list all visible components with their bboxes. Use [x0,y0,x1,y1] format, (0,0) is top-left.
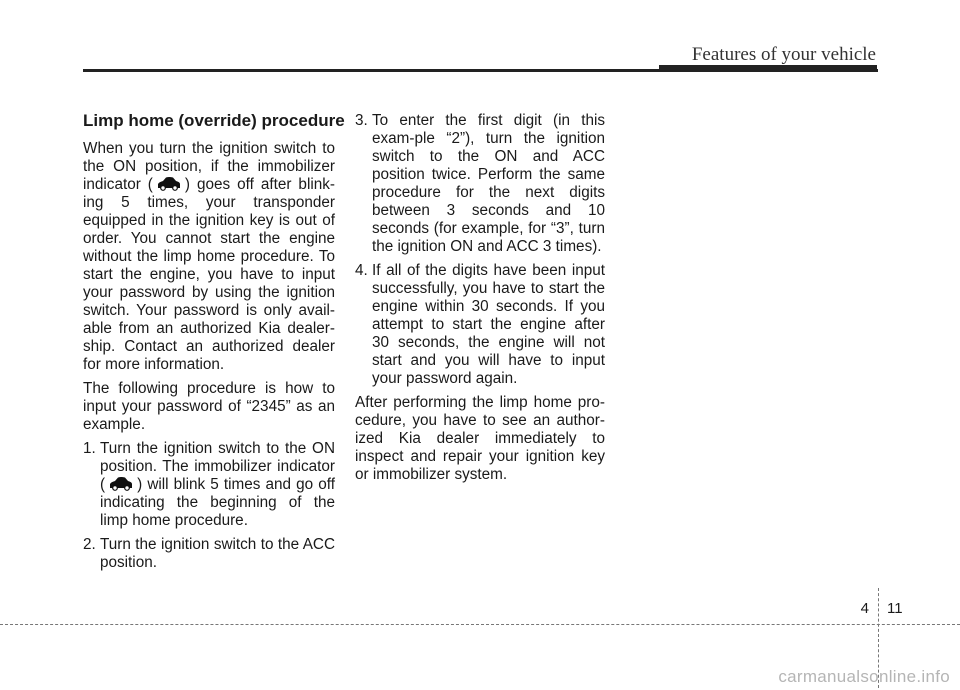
step-4-text: If all of the digits have been input successfully, you have to start the engine within 30 seconds. If you attempt to start the engine after 30 seconds, the engine will not start and you will have to input your password again. [372,262,605,387]
intro-paragraph [83,140,335,374]
header-title: Features of your vehicle [691,44,876,65]
car-immobilizer-icon [108,476,134,491]
step-3-text: To enter the first digit (in this exam-ple “2”), turn the ignition switch to the ON and ACC position twice. Perform the same procedure for the next digits between 3 seconds and 10 seconds (for example, for “3”, turn the ignition ON and ACC 3 times). [372,112,605,255]
step-2-number: 2. [83,536,96,553]
after-paragraph: After performing the limp home pro-cedure, you have to see an author-ized Kia dealer immediately to inspect and repair your ignition key or immobilizer system. [355,394,605,483]
step-1-text [100,440,335,530]
step-1-number: 1. [83,440,96,457]
page-number: 11 [887,600,903,617]
left-column [83,111,345,578]
step-3-number: 3. [355,112,368,129]
watermark: carmanualsonline.info [778,667,950,686]
intro-text-b: ) goes off after blink-ing 5 times, your transponder equipped in the ignition key is out of order. You cannot start the engine without the limp home procedure. To start the engine, you have to input your password by using the ignition switch. Your password is only avail-able from an authorized Kia dealer-ship. Contact an authorized dealer for more information. [83,176,335,373]
intro-text-a: When you turn the ignition switch to the ON position, if the immobilizer indicator ( [83,140,335,193]
step-1-text-a: Turn the ignition switch to the ON position. The immobilizer indicator ( [100,440,335,493]
step-2 [83,536,335,572]
chapter-number: 4 [860,600,869,617]
example-paragraph: The following procedure is how to input your password of “2345” as an example. [83,380,335,433]
header-tab [659,65,877,72]
step-1-text-b: ) will blink 5 times and go off indicating the beginning of the limp home procedure. [100,476,335,529]
right-column [355,112,605,490]
section-heading: Limp home (override) procedure [83,111,345,130]
step-1 [83,440,335,530]
footer-rule [0,624,960,625]
step-4-number: 4. [355,262,368,279]
step-4 [355,262,605,388]
car-immobilizer-icon [156,176,182,191]
step-3 [355,112,605,256]
step-2-text: Turn the ignition switch to the ACC position. [100,536,335,571]
